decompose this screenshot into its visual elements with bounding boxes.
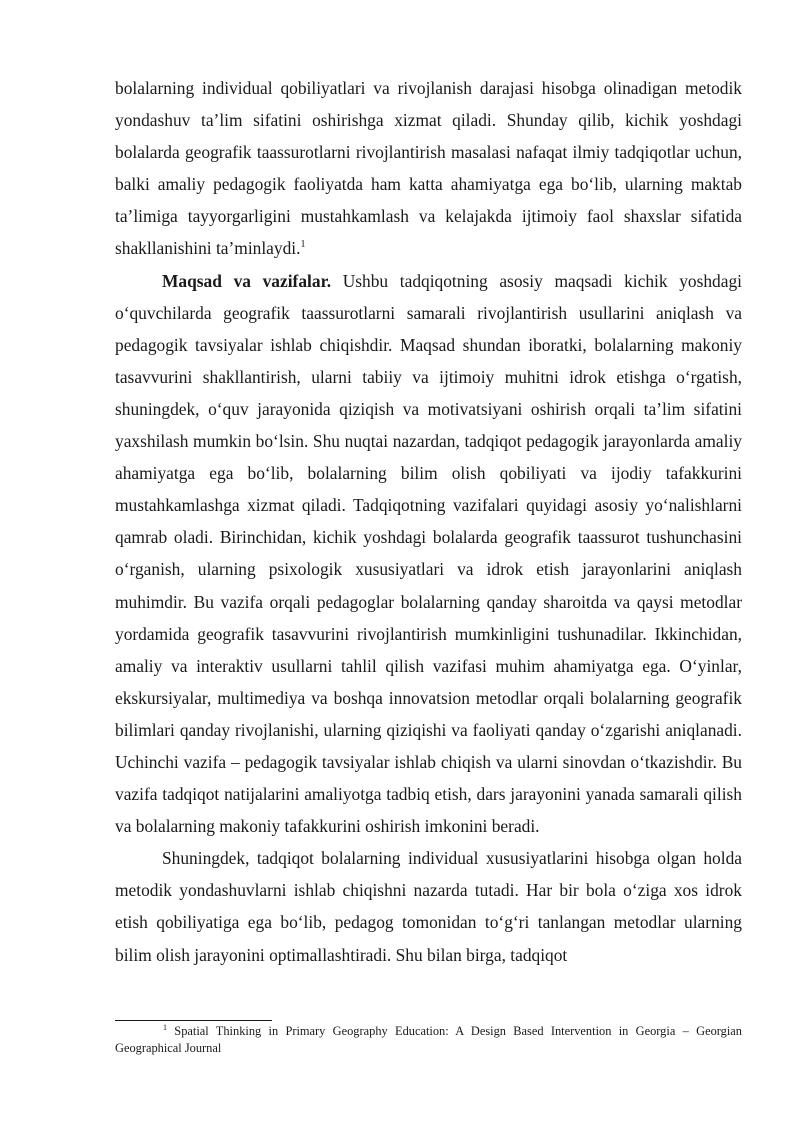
paragraph-2-text: Ushbu tadqiqotning asosiy maqsadi kichik yoshdagi o‘quvchilarda geografik taassurotlarni samarali rivojlantirish usullarini aniqlash va pedagogik tavsiyalar ishlab chiqishdir. Maqsad shundan iboratki, bolalarning makoniy tasavvurini shakllantirish, ularni tabiiy va ijtimoiy muhitni idrok etishga o‘rgatish, shuningdek, o‘quv jarayonida qiziqish va motivatsiyani oshirish orqali ta’lim sifatini yaxshilash mumkin bo‘lsin. Shu nuqtai nazardan, tadqiqot pedagogik jarayonlarda amaliy ahamiyatga ega bo‘lib, bolalarning bilim olish qobiliyati va ijodiy tafakkurini mustahkamlashga xizmat qiladi. Tadqiqotning vazifalari quyidagi asosiy yo‘nalishlarni qamrab oladi. Birinchidan, kichik yoshdagi bolalarda geografik taassurot tushunchasini o‘rganish, ularning psixologik xususiyatlari va idrok etish jarayonlarini aniqlash muhimdir. Bu vazifa orqali pedagoglar bolalarning qanday sharoitda va qaysi metodlar yordamida geografik tasavvurini rivojlantirish mumkinligini tushunadilar. Ikkinchidan, amaliy va interaktiv usullarni tahlil qilish vazifasi muhim ahamiyatga ega. O‘yinlar, ekskursiyalar, multimediya va boshqa innovatsion metodlar orqali bolalarning geografik bilimlari qanday rivojlanishi, ularning qiziqishi va faoliyati qanday o‘zgarishi aniqlanadi. Uchinchi vazifa – pedagogik tavsiyalar ishlab chiqish va ularni sinovdan o‘tkazishdir. Bu vazifa tadqiqot natijalarini amaliyotga tadbiq etish, dars jarayonini yanada samarali qilish va bolalarning makoniy tafakkurini oshirish imkonini beradi. [115,270,742,837]
paragraph-1-text: bolalarning individual qobiliyatlari va rivojlanish darajasi hisobga olinadigan metodik yondashuv ta’lim sifatini oshirishga xizmat qiladi. Shunday qilib, kichik yoshdagi bolalarda geografik taassurotlarni rivojlantirish masalasi nafaqat ilmiy tadqiqotlar uchun, balki amaliy pedagogik faoliyatda ham katta ahamiyatga ega bo‘lib, ularning maktab ta’limiga tayyorgarligini mustahkamlash va kelajakda ijtimoiy faol shaxslar sifatida shakllanishini ta’minlaydi. [115,78,742,259]
paragraph-2 [115,265,742,843]
footnote [115,1023,742,1057]
paragraph-3-text: Shuningdek, tadqiqot bolalarning individual xususiyatlarini hisobga olgan holda metodik yondashuvlarni ishlab chiqishni nazarda tutadi. Har bir bola o‘ziga xos idrok etish qobiliyatiga ega bo‘lib, pedagog tomonidan to‘g‘ri tanlangan metodlar ularning bilim olish jarayonini optimallashtiradi. Shu bilan birga, tadqiqot [115,848,742,965]
footnote-reference[interactable]: 1 [300,239,306,251]
section-heading: Maqsad va vazifalar. [162,270,332,291]
body-text [115,72,742,971]
paragraph-1 [115,72,742,265]
paragraph-3 [115,842,742,970]
footnote-text: Spatial Thinking in Primary Geography Education: A Design Based Intervention in Georgia – Georgian Geographical Journal [115,1024,742,1055]
footnote-mark: 1 [163,1022,167,1032]
footnote-divider [115,1020,272,1021]
